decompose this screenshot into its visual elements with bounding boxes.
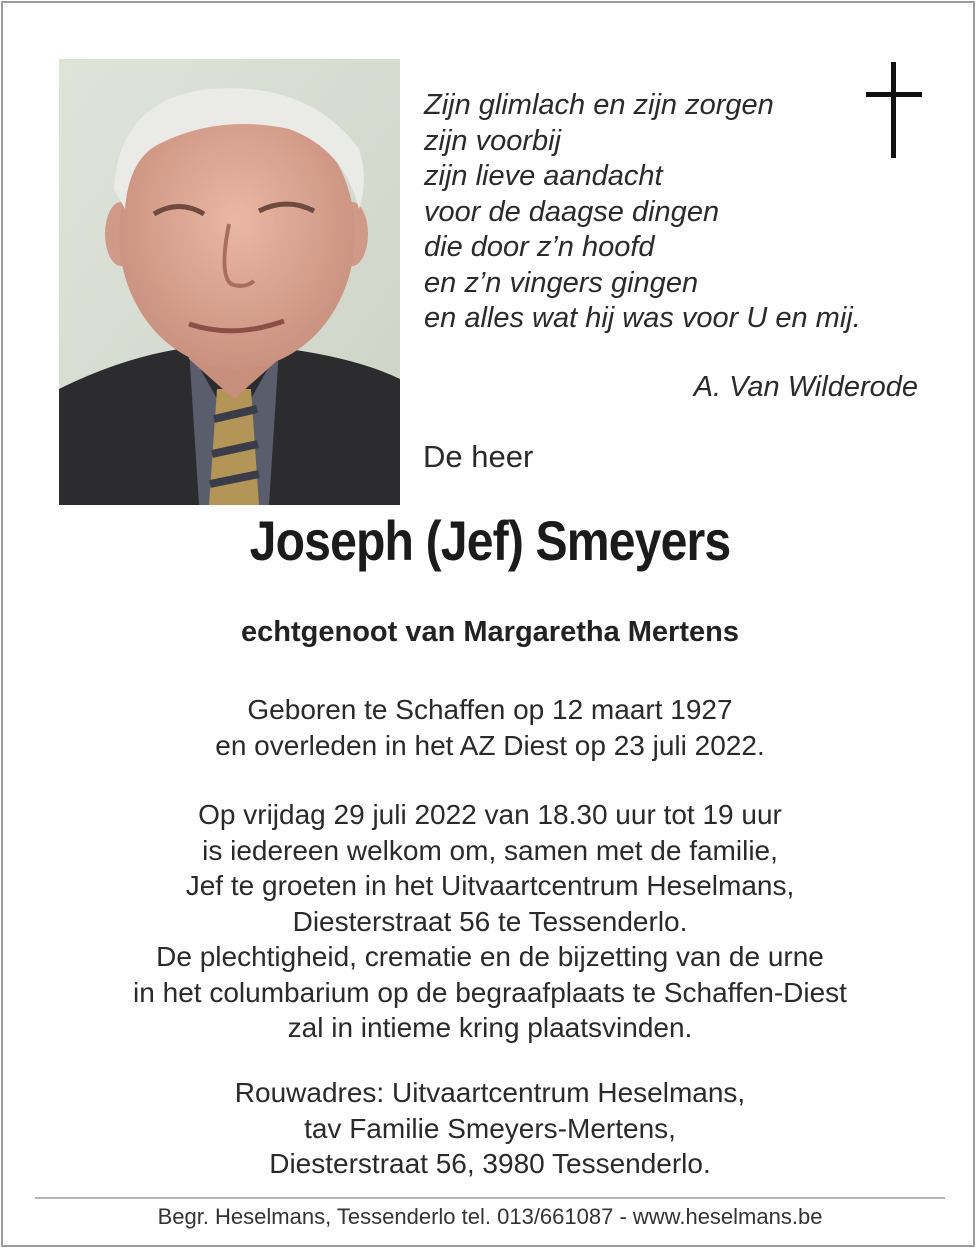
- portrait-photo: [59, 59, 400, 505]
- text-line: Diesterstraat 56 te Tessenderlo.: [292, 905, 688, 937]
- footer-divider: [35, 1197, 945, 1199]
- text-line: De plechtigheid, crematie en de bijzetting van de urne: [156, 941, 824, 972]
- deceased-name: Joseph (Jef) Smeyers: [249, 509, 731, 572]
- birth-death-block: [0, 692, 980, 763]
- spouse-line: echtgenoot van Margaretha Mertens: [241, 616, 739, 648]
- text-line: Geboren te Schaffen op 12 maart 1927: [247, 694, 733, 725]
- poem: [424, 88, 924, 337]
- text-line: Rouwadres: Uitvaartcentrum Heselmans,: [234, 1077, 746, 1108]
- text-line: tav Familie Smeyers-Mertens,: [304, 1112, 676, 1144]
- text-line: is iedereen welkom om, samen met de familie,: [202, 834, 778, 866]
- poem-line: voor de daagse dingen: [424, 195, 720, 228]
- address-block: [0, 1075, 980, 1182]
- text-line: zal in intieme kring plaatsvinden.: [287, 1012, 693, 1043]
- poem-line: Zijn glimlach en zijn zorgen: [424, 89, 774, 121]
- ceremony-block: [0, 797, 980, 1046]
- poem-line: en alles wat hij was voor U en mij.: [424, 302, 861, 334]
- poem-line: zijn lieve aandacht: [424, 160, 663, 192]
- poem-line: en z’n vingers gingen: [424, 266, 699, 299]
- text-line: en overleden in het AZ Diest op 23 juli 2022.: [215, 729, 765, 761]
- poem-line: zijn voorbij: [424, 124, 561, 157]
- poem-line: die door z’n hoofd: [424, 231, 655, 263]
- text-line: Diesterstraat 56, 3980 Tessenderlo.: [269, 1148, 711, 1179]
- text-line: Jef te groeten in het Uitvaartcentrum Heselmans,: [185, 870, 795, 901]
- footer-text: Begr. Heselmans, Tessenderlo tel. 013/661087 - www.heselmans.be: [157, 1204, 823, 1229]
- text-line: in het columbarium op de begraafplaats te Schaffen-Diest: [133, 976, 847, 1008]
- title-prefix: De heer: [423, 439, 534, 474]
- poem-author: A. Van Wilderode: [693, 371, 918, 403]
- text-line: Op vrijdag 29 juli 2022 van 18.30 uur tot 19 uur: [198, 799, 782, 830]
